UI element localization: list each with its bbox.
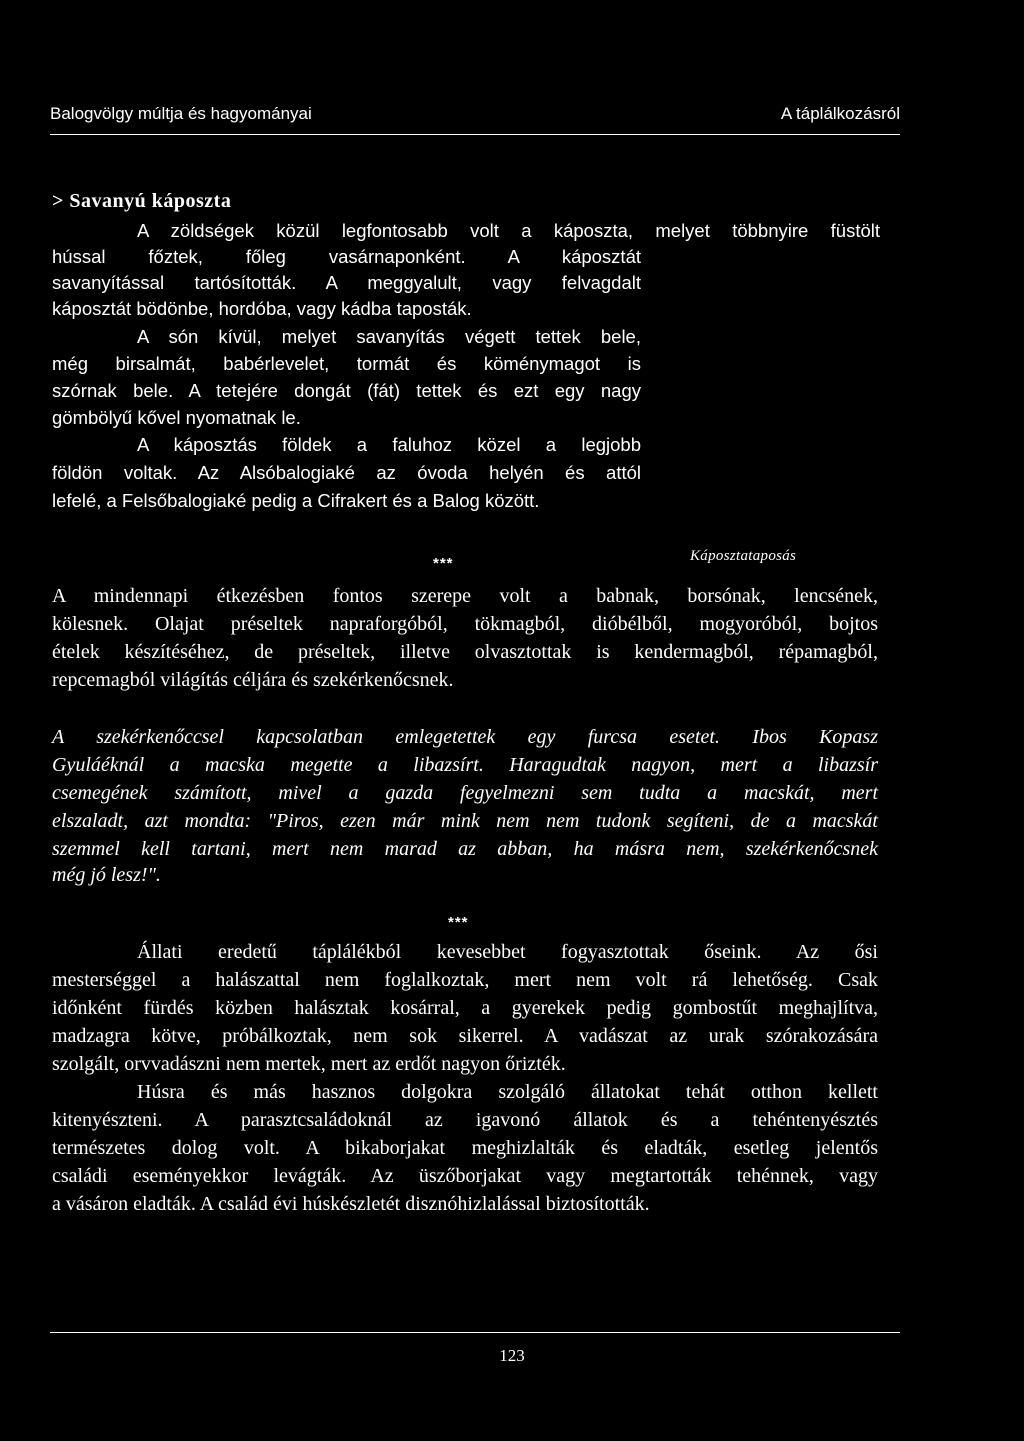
block4-line: Húsra és más hasznos dolgokra szolgáló állatokat tehát otthon kellett bbox=[137, 1081, 878, 1103]
anecdote-line: A szekérkenőccsel kapcsolatban emlegetettek egy furcsa esetet. Ibos Kopasz bbox=[52, 726, 878, 748]
running-header bbox=[50, 104, 900, 124]
block1-line: A són kívül, melyet savanyítás végett tettek bele, bbox=[137, 326, 641, 347]
block4-line: mesterséggel a halászattal nem foglalkoztak, mert nem volt rá lehetőség. Csak bbox=[52, 969, 878, 991]
block4-line: családi eseményekkor levágták. Az üszőborjakat vagy megtartották tehénnek, vagy bbox=[52, 1165, 878, 1187]
block2-line: repcemagból világítás céljára és szekérkenőcsnek. bbox=[52, 669, 454, 691]
block2-line: A mindennapi étkezésben fontos szerepe volt a babnak, borsónak, lencsének, bbox=[52, 585, 878, 607]
footer-rule bbox=[50, 1332, 900, 1333]
image-caption: Káposztataposás bbox=[690, 548, 797, 564]
block4-line: időnként fürdés közben halásztak kosárral, a gyerekek pedig gombostűt meghajlítva, bbox=[52, 997, 878, 1019]
block4-line: kitenyészteni. A parasztcsaládoknál az igavonó állatok és a tehéntenyésztés bbox=[52, 1109, 878, 1131]
block1-line: A zöldségek közül legfontosabb volt a káposzta, melyet többnyire füstölt bbox=[137, 220, 880, 241]
block1-line: földön voltak. Az Alsóbalogiaké az óvoda helyén és attól bbox=[52, 462, 641, 483]
anecdote-line: elszaladt, azt mondta: "Piros, ezen már mink nem nem tudonk segíteni, de a macskát bbox=[52, 810, 878, 832]
block1-line: hússal főztek, főleg vasárnaponként. A káposztát bbox=[52, 246, 641, 267]
section-title: > Savanyú káposzta bbox=[52, 190, 232, 212]
section-separator: *** bbox=[433, 555, 454, 572]
page-number: 123 bbox=[499, 1346, 525, 1365]
block2-line: kölesnek. Olajat préseltek napraforgóból, tökmagból, dióbélből, mogyoróból, bojtos bbox=[52, 613, 878, 635]
anecdote-line: még jó lesz!". bbox=[52, 864, 161, 886]
block4-line: Állati eredetű táplálékból kevesebbet fogyasztottak őseink. Az ősi bbox=[137, 941, 878, 963]
section-separator: *** bbox=[448, 914, 469, 931]
block1-line: savanyítással tartósították. A meggyalult, vagy felvagdalt bbox=[52, 272, 641, 293]
block4-line: természetes dolog volt. A bikaborjakat meghizlalták és eladták, esetleg jelentős bbox=[52, 1137, 878, 1159]
block1-line: A káposztás földek a faluhoz közel a legjobb bbox=[137, 434, 641, 455]
block1-line: lefelé, a Felsőbalogiaké pedig a Cifrakert és a Balog között. bbox=[52, 490, 540, 511]
header-book-title: Balogvölgy múltja és hagyományai bbox=[50, 104, 312, 123]
block2-line: ételek készítéséhez, de préseltek, illetve olvasztottak is kendermagból, répamagból, bbox=[52, 641, 878, 663]
block4-line: a vásáron eladták. A család évi húskészletét disznóhizlalással biztosították. bbox=[52, 1193, 650, 1215]
block4-line: madzagra kötve, próbálkoztak, nem sok sikerrel. A vadászat az urak szórakozására bbox=[52, 1025, 878, 1047]
header-chapter-title: A táplálkozásról bbox=[780, 104, 900, 123]
block4-line: szolgált, orvvadászni nem mertek, mert az erdőt nagyon őrizték. bbox=[52, 1053, 566, 1075]
block1-line: káposztát bödönbe, hordóba, vagy kádba taposták. bbox=[52, 298, 472, 319]
block1-line: gömbölyű kővel nyomatnak le. bbox=[52, 407, 301, 428]
anecdote-line: szemmel kell tartani, mert nem marad az abban, ha másra nem, szekérkenőcsnek bbox=[52, 838, 878, 860]
anecdote-line: Gyuláéknál a macska megette a libazsírt. Haragudtak nagyon, mert a libazsír bbox=[52, 754, 878, 776]
header-rule bbox=[50, 134, 900, 135]
block1-line: még birsalmát, babérlevelet, tormát és köménymagot is bbox=[52, 353, 641, 374]
anecdote-line: csemegének számított, mivel a gazda fegyelmezni sem tudta a macskát, mert bbox=[52, 782, 878, 804]
block1-line: szórnak bele. A tetejére dongát (fát) tettek és ezt egy nagy bbox=[52, 380, 641, 401]
